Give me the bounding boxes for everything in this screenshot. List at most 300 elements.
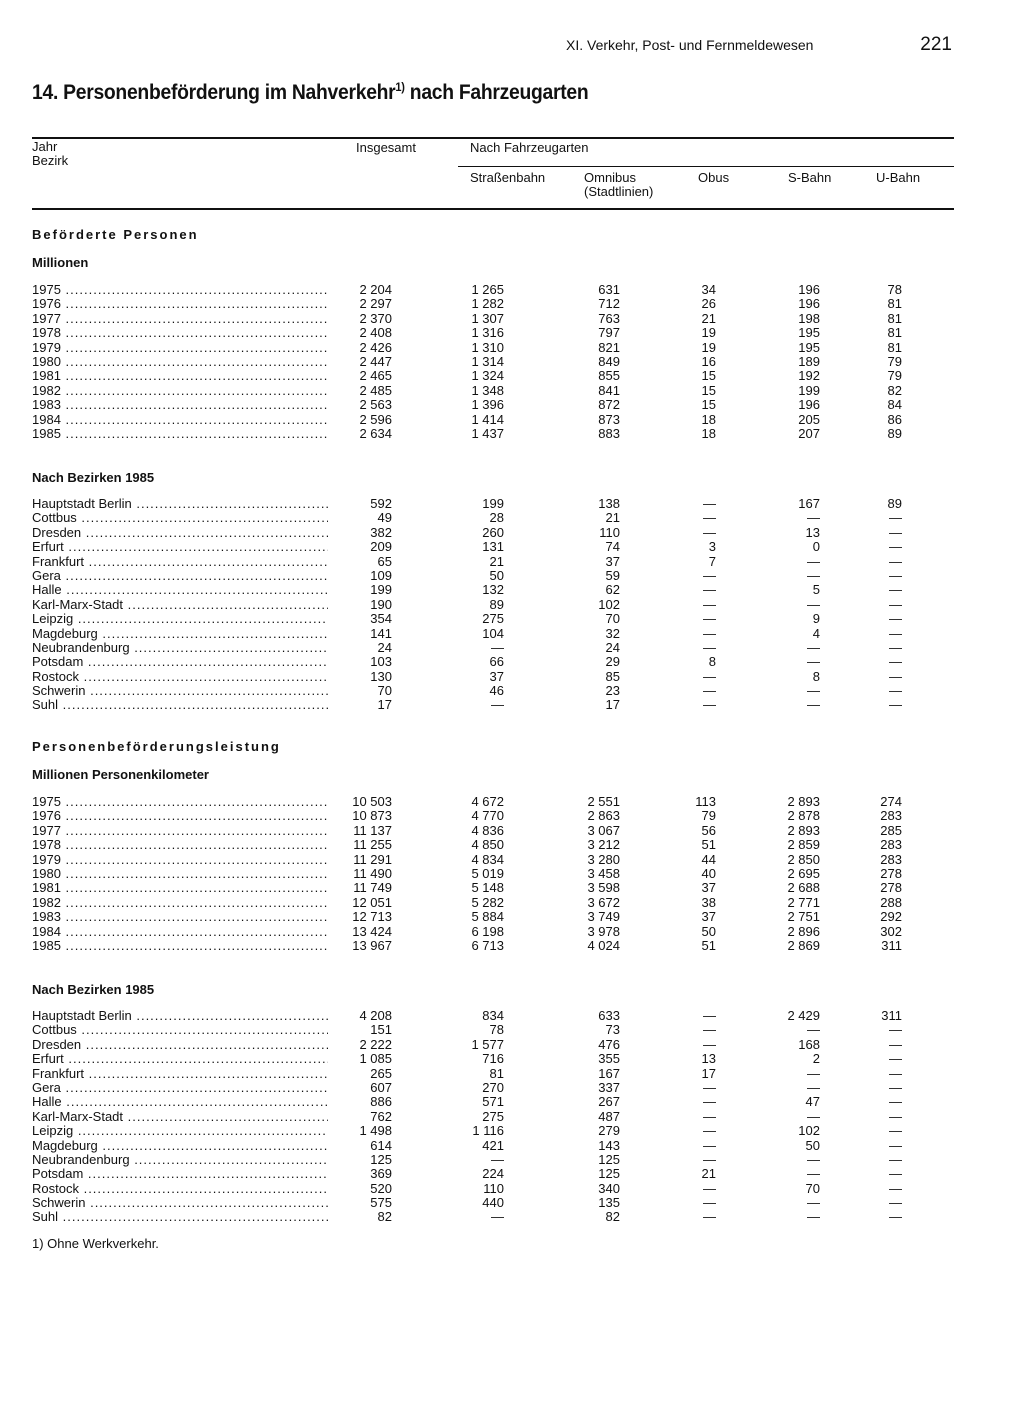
cell-trolleybus: 113: [695, 794, 716, 809]
cell-bus: 797: [598, 325, 620, 341]
table-row: [32, 398, 932, 412]
cell-sbahn: 2 869: [787, 937, 820, 953]
cell-total: 70: [377, 683, 392, 699]
row-district: Potsdam .....: [32, 1167, 328, 1181]
cell-sbahn: 2 893: [787, 794, 820, 809]
cell-bus: 340: [598, 1180, 620, 1196]
table-row: [32, 497, 932, 511]
cell-total: 2 297: [359, 296, 392, 312]
title-tail: nach Fahrzeugarten: [404, 81, 589, 104]
cell-total: 592: [370, 496, 392, 511]
row-district: Cottbus .....: [32, 1023, 328, 1037]
cell-bus: 279: [598, 1123, 620, 1139]
row-district: Halle .....: [32, 583, 328, 597]
cell-sbahn: 2 751: [787, 909, 820, 925]
table-row: [32, 612, 932, 626]
cell-trolleybus: 44: [701, 851, 716, 867]
cell-sbahn: —: [807, 654, 820, 670]
cell-bus: 883: [598, 425, 620, 441]
row-year: 1984 .....: [32, 413, 328, 427]
cell-total: 2 485: [359, 382, 392, 398]
cell-trolleybus: 37: [701, 909, 716, 925]
cell-ubahn: —: [889, 639, 902, 655]
cell-sbahn: —: [807, 1209, 820, 1225]
col-header-bus-line2: (Stadtlinien): [584, 184, 654, 199]
cell-trolleybus: —: [703, 639, 716, 655]
table-row: [32, 655, 932, 669]
cell-ubahn: —: [889, 596, 902, 612]
cell-bus: 821: [598, 339, 620, 355]
cell-bus: 23: [605, 683, 620, 699]
cell-trolleybus: —: [703, 683, 716, 699]
cell-trolleybus: —: [703, 1180, 716, 1196]
cell-bus: 37: [605, 553, 620, 569]
cell-sbahn: —: [807, 1065, 820, 1081]
table-row: [32, 896, 932, 910]
col-header-ubahn: U-Bahn: [876, 170, 921, 185]
row-year: 1977 .....: [32, 312, 328, 326]
cell-trolleybus: 26: [701, 296, 716, 312]
cell-total: 575: [370, 1195, 392, 1211]
cell-trolleybus: —: [703, 668, 716, 684]
cell-total: 209: [370, 539, 392, 555]
cell-bus: 110: [599, 524, 620, 540]
cell-bus: 355: [598, 1051, 620, 1067]
cell-sbahn: 2 859: [787, 837, 820, 853]
row-year: 1984 .....: [32, 925, 328, 939]
cell-ubahn: 81: [887, 310, 902, 326]
cell-total: 354: [370, 611, 392, 627]
cell-ubahn: 82: [887, 382, 902, 398]
cell-total: 13 967: [352, 937, 392, 953]
table-row: [32, 1110, 932, 1124]
unit-title: Millionen Personenkilometer: [32, 767, 209, 782]
cell-bus: 24: [605, 639, 620, 655]
table-row: [32, 598, 932, 612]
cell-total: 82: [377, 1209, 392, 1225]
table-row: [32, 341, 932, 355]
cell-sbahn: 2 850: [787, 851, 820, 867]
cell-total: 12 713: [352, 909, 392, 925]
cell-tram: 6 198: [471, 923, 504, 939]
table-row: [32, 1009, 932, 1023]
cell-ubahn: 311: [881, 937, 902, 953]
row-district: Hauptstadt Berlin .....: [32, 497, 328, 511]
row-year: 1980 .....: [32, 867, 328, 881]
cell-ubahn: —: [889, 1195, 902, 1211]
cell-bus: 712: [598, 296, 620, 312]
cell-sbahn: 2 695: [787, 865, 820, 881]
cell-ubahn: 84: [887, 397, 902, 413]
cell-trolleybus: —: [703, 1094, 716, 1110]
cell-trolleybus: 7: [708, 553, 716, 569]
row-district: Rostock .....: [32, 1182, 328, 1196]
cell-tram: 1 307: [471, 310, 504, 326]
cell-tram: 131: [482, 539, 504, 555]
table-row: [32, 555, 932, 569]
row-district: Schwerin .....: [32, 684, 328, 698]
cell-tram: 1 324: [471, 368, 504, 384]
cell-tram: 834: [482, 1008, 504, 1023]
table-row: [32, 526, 932, 540]
cell-tram: 5 148: [471, 880, 504, 896]
table-row: [32, 925, 932, 939]
cell-tram: —: [491, 697, 504, 713]
cell-ubahn: —: [889, 1166, 902, 1182]
cell-bus: 74: [605, 539, 620, 555]
cell-sbahn: —: [807, 1166, 820, 1182]
cell-total: 11 291: [353, 851, 392, 867]
row-district: Rostock .....: [32, 670, 328, 684]
table-row: [32, 1153, 932, 1167]
cell-sbahn: —: [807, 1195, 820, 1211]
col-header-bus: [584, 171, 653, 199]
cell-bus: 3 978: [587, 923, 620, 939]
cell-total: 24: [377, 639, 392, 655]
table-row: [32, 641, 932, 655]
cell-trolleybus: —: [703, 582, 716, 598]
cell-bus: 70: [605, 611, 620, 627]
row-year: 1975 .....: [32, 795, 328, 809]
cell-sbahn: 47: [805, 1094, 820, 1110]
row-district: Frankfurt .....: [32, 1067, 328, 1081]
cell-total: 12 051: [352, 894, 392, 910]
cell-sbahn: 0: [812, 539, 820, 555]
cell-ubahn: 278: [880, 880, 902, 896]
cell-tram: 78: [489, 1022, 504, 1038]
year-rows: [32, 795, 932, 953]
title-footnote-mark: 1): [395, 80, 405, 94]
cell-ubahn: 81: [887, 339, 902, 355]
cell-bus: 2 863: [587, 808, 620, 824]
cell-total: 141: [370, 625, 392, 641]
table-row: [32, 881, 932, 895]
cell-trolleybus: 21: [701, 310, 716, 326]
row-district: Cottbus .....: [32, 511, 328, 525]
cell-trolleybus: 13: [701, 1051, 716, 1067]
row-district: Magdeburg .....: [32, 627, 328, 641]
cell-tram: 5 019: [471, 865, 504, 881]
cell-ubahn: —: [889, 539, 902, 555]
table-row: [32, 698, 932, 712]
cell-trolleybus: 18: [701, 425, 716, 441]
cell-sbahn: —: [807, 553, 820, 569]
cell-trolleybus: —: [703, 1151, 716, 1167]
table-row: [32, 853, 932, 867]
table-row: [32, 1182, 932, 1196]
cell-sbahn: 4: [812, 625, 820, 641]
cell-tram: 1 437: [471, 425, 504, 441]
title-main: 14. Personenbeförderung im Nahverkehr: [32, 81, 396, 104]
row-district: Leipzig .....: [32, 1124, 328, 1138]
cell-sbahn: 195: [798, 339, 820, 355]
cell-total: 17: [377, 697, 392, 713]
cell-ubahn: —: [889, 1094, 902, 1110]
cell-ubahn: —: [889, 1108, 902, 1124]
cell-bus: 3 458: [587, 865, 620, 881]
stub-header: [32, 140, 68, 168]
cell-tram: 104: [482, 625, 504, 641]
cell-total: 265: [370, 1065, 392, 1081]
cell-tram: 571: [482, 1094, 504, 1110]
cell-total: 130: [370, 668, 392, 684]
table-row: [32, 297, 932, 311]
cell-tram: 1 265: [471, 282, 504, 297]
cell-total: 2 426: [359, 339, 392, 355]
cell-ubahn: —: [889, 611, 902, 627]
cell-total: 886: [370, 1094, 392, 1110]
cell-bus: 3 212: [587, 837, 620, 853]
cell-total: 520: [370, 1180, 392, 1196]
cell-sbahn: —: [807, 1151, 820, 1167]
cell-bus: 763: [598, 310, 620, 326]
cell-bus: 125: [598, 1151, 620, 1167]
cell-bus: 337: [598, 1079, 620, 1095]
cell-ubahn: 274: [880, 794, 902, 809]
cell-trolleybus: —: [703, 510, 716, 526]
table-row: [32, 384, 932, 398]
cell-sbahn: 5: [812, 582, 820, 598]
cell-tram: 716: [482, 1051, 504, 1067]
cell-ubahn: —: [889, 1209, 902, 1225]
cell-trolleybus: 8: [708, 654, 716, 670]
cell-trolleybus: 37: [701, 880, 716, 896]
cell-bus: 3 672: [587, 894, 620, 910]
section-title: Personenbeförderungsleistung: [32, 739, 281, 754]
cell-ubahn: 283: [880, 851, 902, 867]
cell-tram: 4 850: [471, 837, 504, 853]
table-row: [32, 1038, 932, 1052]
cell-tram: 1 116: [472, 1123, 504, 1139]
cell-tram: 1 282: [471, 296, 504, 312]
cell-total: 151: [370, 1022, 392, 1038]
cell-ubahn: 89: [887, 425, 902, 441]
cell-bus: 143: [598, 1137, 620, 1153]
row-year: 1985 .....: [32, 427, 328, 441]
cell-sbahn: 205: [798, 411, 820, 427]
table-row: [32, 910, 932, 924]
table-row: [32, 283, 932, 297]
cell-total: 2 370: [359, 310, 392, 326]
row-district: Neubrandenburg .....: [32, 1153, 328, 1167]
cell-sbahn: —: [807, 1079, 820, 1095]
row-year: 1978 .....: [32, 838, 328, 852]
row-district: Karl-Marx-Stadt .....: [32, 1110, 328, 1124]
cell-ubahn: —: [889, 582, 902, 598]
cell-ubahn: —: [889, 1123, 902, 1139]
cell-trolleybus: 50: [701, 923, 716, 939]
cell-tram: 224: [482, 1166, 504, 1182]
row-year: 1981 .....: [32, 881, 328, 895]
row-district: Gera .....: [32, 1081, 328, 1095]
cell-trolleybus: 51: [701, 837, 716, 853]
cell-bus: 841: [598, 382, 620, 398]
cell-ubahn: —: [889, 1036, 902, 1052]
table-row: [32, 684, 932, 698]
cell-sbahn: 9: [812, 611, 820, 627]
row-year: 1982 .....: [32, 896, 328, 910]
cell-bus: 873: [598, 411, 620, 427]
stub-header-year: Jahr: [32, 139, 58, 154]
cell-ubahn: 81: [887, 325, 902, 341]
cell-total: 607: [370, 1079, 392, 1095]
year-rows: [32, 283, 932, 441]
cell-sbahn: 195: [798, 325, 820, 341]
cell-sbahn: 8: [812, 668, 820, 684]
col-header-total: Insgesamt: [356, 140, 416, 155]
cell-ubahn: 302: [880, 923, 902, 939]
cell-ubahn: —: [889, 567, 902, 583]
cell-total: 382: [370, 524, 392, 540]
cell-bus: 21: [605, 510, 620, 526]
cell-tram: 1 316: [471, 325, 504, 341]
cell-ubahn: —: [889, 510, 902, 526]
row-year: 1983 .....: [32, 910, 328, 924]
table-row: [32, 1196, 932, 1210]
cell-ubahn: 283: [880, 808, 902, 824]
cell-bus: 849: [598, 353, 620, 369]
cell-sbahn: 2: [812, 1051, 820, 1067]
page-number: 221: [920, 34, 952, 55]
cell-sbahn: 196: [798, 296, 820, 312]
col-header-group: Nach Fahrzeugarten: [470, 140, 589, 155]
row-district: Schwerin .....: [32, 1196, 328, 1210]
cell-ubahn: 79: [887, 353, 902, 369]
cell-sbahn: 2 429: [787, 1008, 820, 1023]
cell-trolleybus: 34: [701, 282, 716, 297]
row-district: Gera .....: [32, 569, 328, 583]
row-district: Magdeburg .....: [32, 1139, 328, 1153]
cell-trolleybus: 40: [701, 865, 716, 881]
cell-tram: 275: [482, 611, 504, 627]
cell-trolleybus: —: [703, 1209, 716, 1225]
row-year: 1980 .....: [32, 355, 328, 369]
cell-sbahn: 2 893: [787, 822, 820, 838]
cell-tram: 5 884: [471, 909, 504, 925]
row-district: Dresden .....: [32, 1038, 328, 1052]
cell-bus: 32: [605, 625, 620, 641]
cell-sbahn: 199: [798, 382, 820, 398]
col-header-bus-line1: Omnibus: [584, 170, 637, 185]
cell-total: 125: [370, 1151, 392, 1167]
cell-total: 4 208: [359, 1008, 392, 1023]
cell-tram: 5 282: [471, 894, 504, 910]
cell-trolleybus: 15: [701, 397, 716, 413]
cell-tram: —: [491, 1151, 504, 1167]
cell-total: 11 137: [353, 822, 392, 838]
cell-sbahn: 192: [798, 368, 820, 384]
cell-bus: 73: [605, 1022, 620, 1038]
cell-sbahn: 167: [798, 496, 820, 511]
cell-trolleybus: —: [703, 611, 716, 627]
cell-tram: 37: [489, 668, 504, 684]
cell-total: 2 596: [359, 411, 392, 427]
cell-tram: —: [491, 639, 504, 655]
unit-title: Millionen: [32, 255, 89, 270]
row-district: Erfurt .....: [32, 540, 328, 554]
table-row: [32, 427, 932, 441]
table-row: [32, 809, 932, 823]
district-rows: [32, 497, 932, 713]
cell-tram: 4 770: [471, 808, 504, 824]
cell-trolleybus: —: [703, 1022, 716, 1038]
cell-total: 49: [377, 510, 392, 526]
row-year: 1976 .....: [32, 297, 328, 311]
cell-sbahn: 189: [798, 353, 820, 369]
cell-total: 2 447: [359, 353, 392, 369]
cell-total: 10 873: [352, 808, 392, 824]
cell-sbahn: 70: [805, 1180, 820, 1196]
table-row: [32, 627, 932, 641]
cell-tram: 89: [489, 596, 504, 612]
cell-total: 2 408: [359, 325, 392, 341]
cell-total: 614: [370, 1137, 392, 1153]
cell-trolleybus: 21: [701, 1166, 716, 1182]
cell-tram: 440: [482, 1195, 504, 1211]
cell-trolleybus: 3: [708, 539, 716, 555]
table-row: [32, 1210, 932, 1224]
cell-sbahn: 50: [805, 1137, 820, 1153]
table-row: [32, 1081, 932, 1095]
cell-ubahn: —: [889, 683, 902, 699]
cell-tram: 199: [482, 496, 504, 511]
cell-ubahn: —: [889, 668, 902, 684]
row-district: Dresden .....: [32, 526, 328, 540]
cell-sbahn: 207: [798, 425, 820, 441]
row-district: Frankfurt .....: [32, 555, 328, 569]
row-year: 1978 .....: [32, 326, 328, 340]
table-row: [32, 583, 932, 597]
cell-total: 762: [370, 1108, 392, 1124]
cell-trolleybus: 38: [701, 894, 716, 910]
cell-sbahn: 198: [798, 310, 820, 326]
cell-ubahn: —: [889, 1065, 902, 1081]
cell-trolleybus: —: [703, 1036, 716, 1052]
cell-total: 1 498: [359, 1123, 392, 1139]
row-year: 1985 .....: [32, 939, 328, 953]
cell-ubahn: —: [889, 697, 902, 713]
cell-trolleybus: 15: [701, 382, 716, 398]
row-district: Karl-Marx-Stadt .....: [32, 598, 328, 612]
row-year: 1981 .....: [32, 369, 328, 383]
cell-ubahn: 79: [887, 368, 902, 384]
cell-sbahn: 168: [798, 1036, 820, 1052]
cell-ubahn: 292: [880, 909, 902, 925]
cell-trolleybus: —: [703, 567, 716, 583]
cell-trolleybus: —: [703, 1108, 716, 1124]
cell-sbahn: 13: [805, 524, 820, 540]
table-row: [32, 939, 932, 953]
cell-total: 103: [370, 654, 392, 670]
cell-sbahn: —: [807, 510, 820, 526]
cell-trolleybus: 15: [701, 368, 716, 384]
cell-bus: 267: [598, 1094, 620, 1110]
cell-sbahn: 2 688: [787, 880, 820, 896]
cell-trolleybus: 16: [701, 353, 716, 369]
cell-ubahn: 288: [880, 894, 902, 910]
cell-trolleybus: —: [703, 1123, 716, 1139]
running-head: [566, 34, 952, 56]
cell-total: 11 490: [353, 865, 392, 881]
cell-ubahn: —: [889, 524, 902, 540]
row-district: Potsdam .....: [32, 655, 328, 669]
table-row: [32, 540, 932, 554]
cell-trolleybus: —: [703, 1079, 716, 1095]
cell-total: 10 503: [352, 794, 392, 809]
row-district: Erfurt .....: [32, 1052, 328, 1066]
districts-title: Nach Bezirken 1985: [32, 470, 155, 485]
row-year: 1982 .....: [32, 384, 328, 398]
